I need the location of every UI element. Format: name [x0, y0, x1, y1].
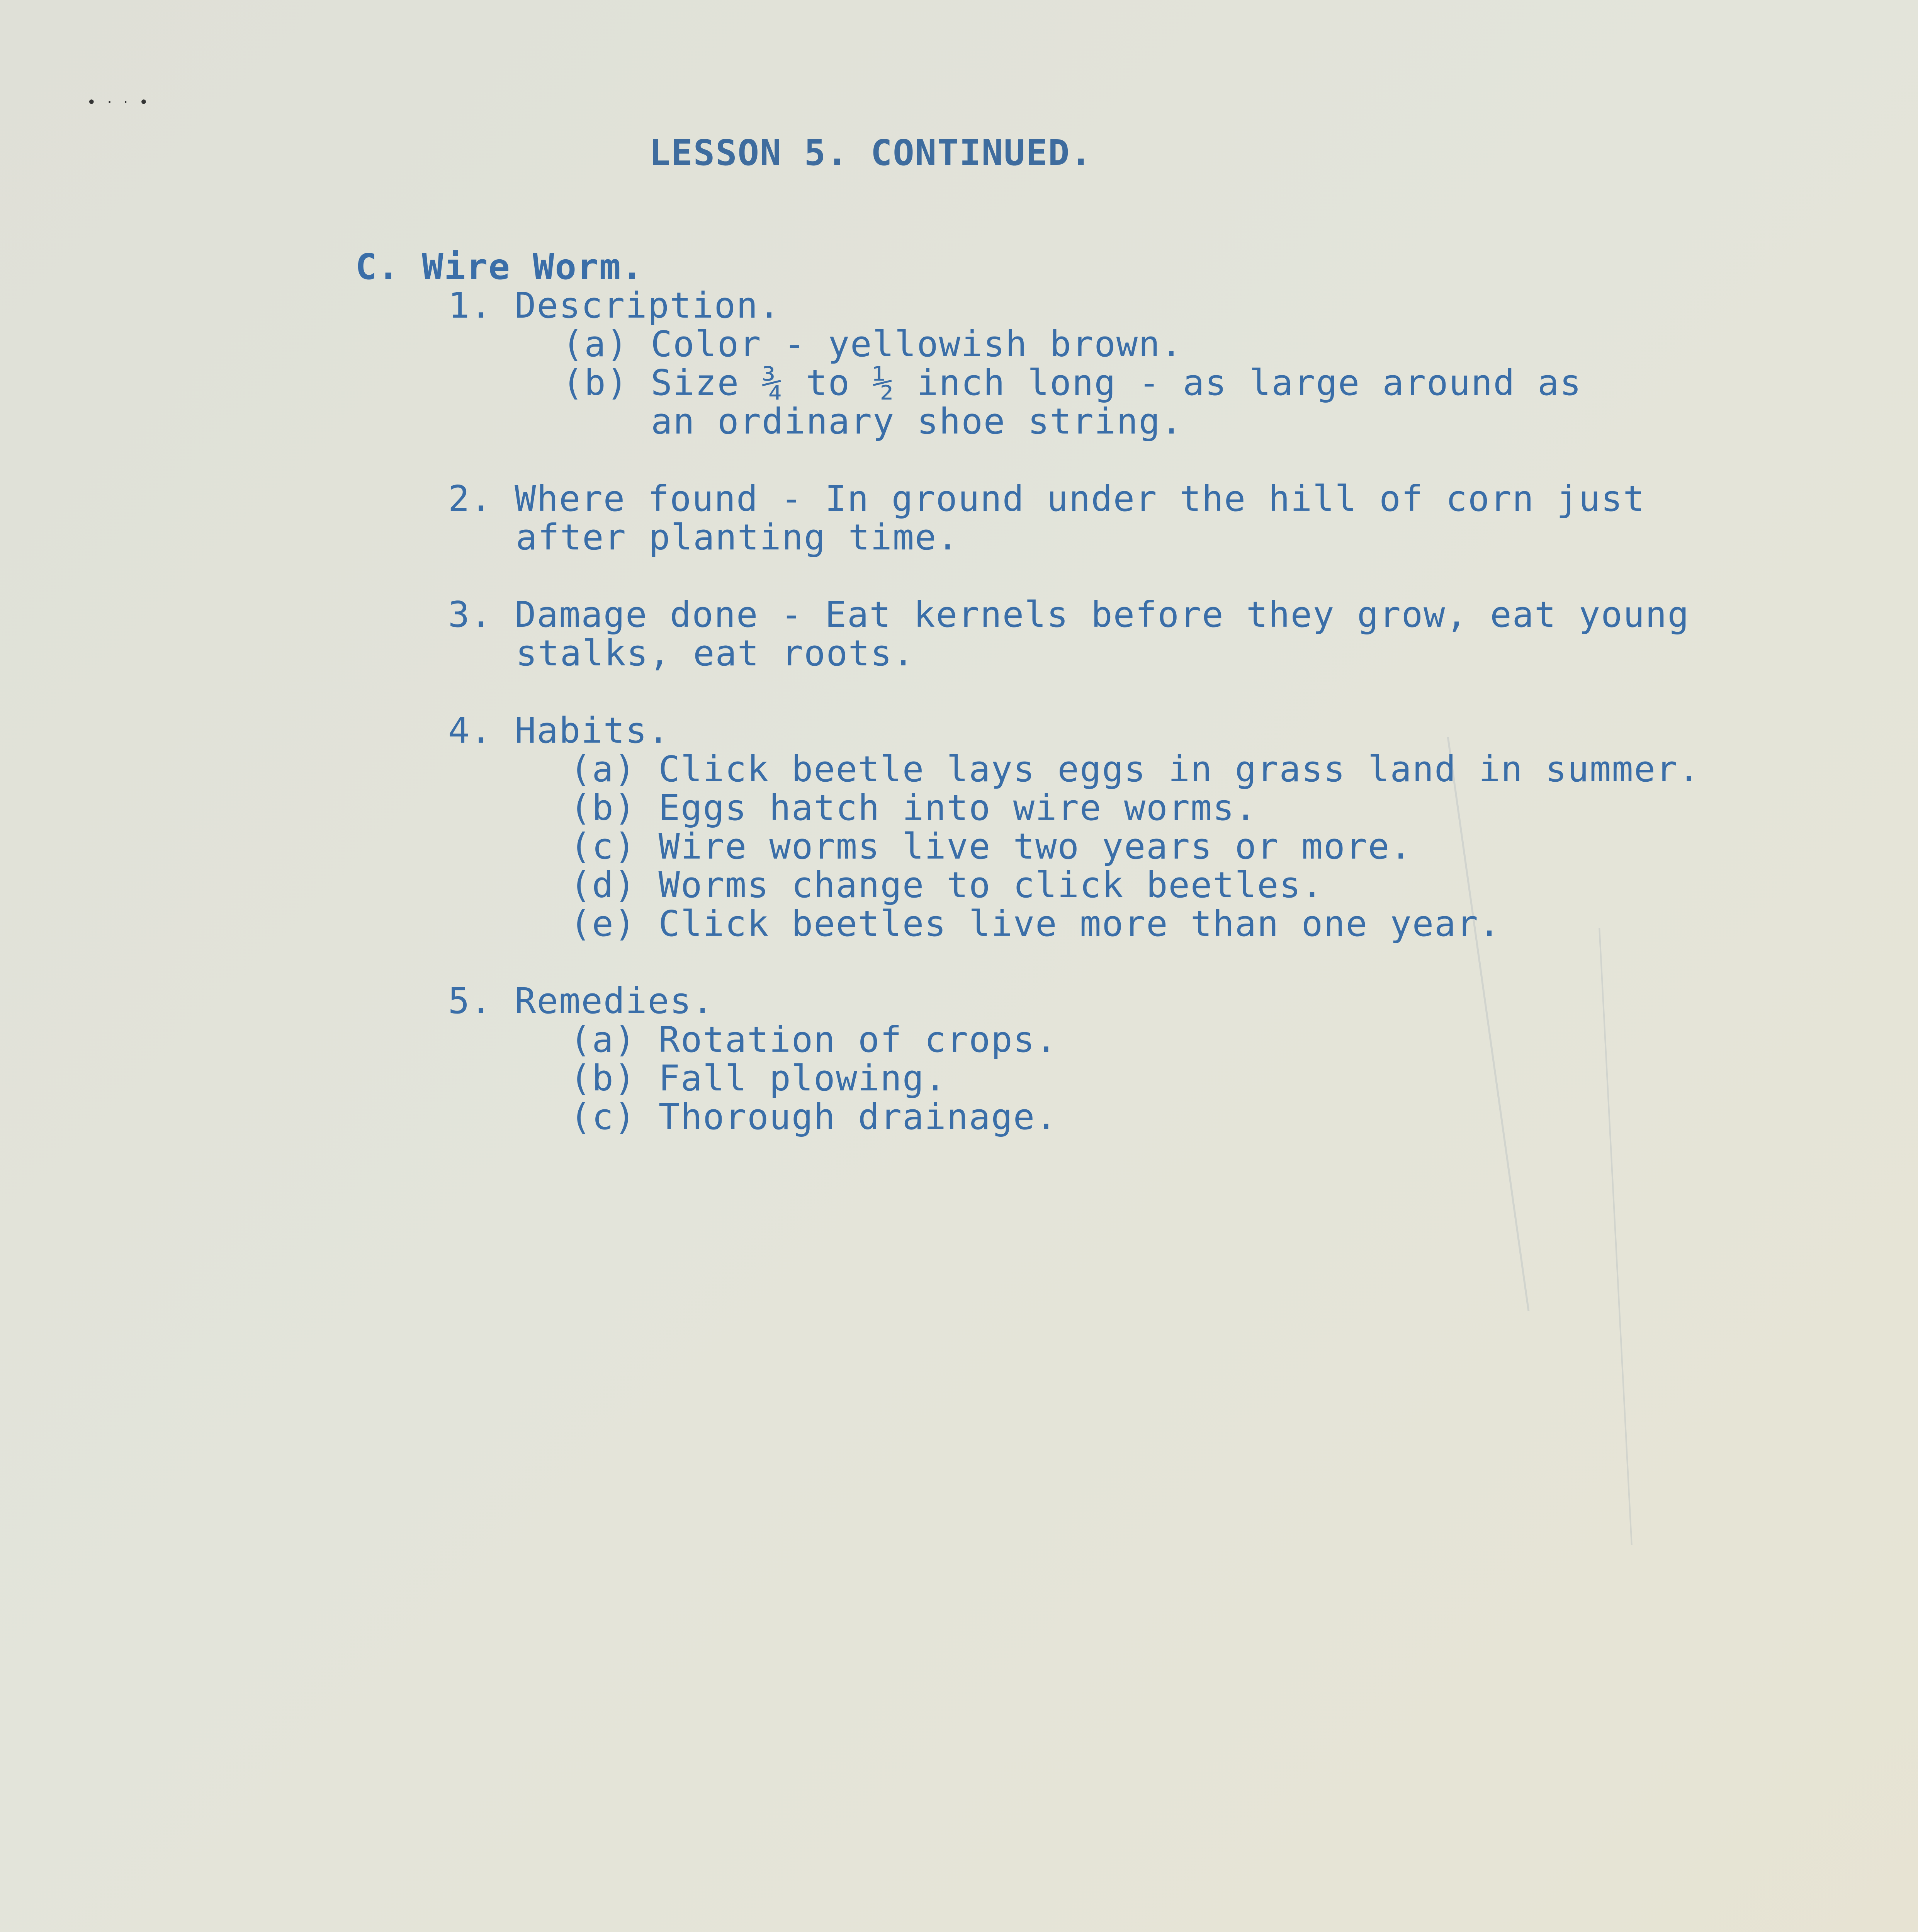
item-label: 2. Where found - In ground under the hill of corn just [448, 478, 1645, 519]
paper-crease [1599, 928, 1633, 1545]
item-label: 4. Habits. [448, 710, 670, 751]
subitem: (c) Thorough drainage. [570, 1096, 1058, 1138]
item-continuation: after planting time. [516, 517, 959, 558]
subitem: (a) Color - yellowish brown. [562, 323, 1183, 365]
subitem: (e) Click beetles live more than one year. [570, 903, 1501, 944]
paper-crease [1447, 737, 1530, 1311]
lesson-title: LESSON 5. CONTINUED. [649, 132, 1092, 173]
item-label: 3. Damage done - Eat kernels before they grow, eat young [448, 594, 1690, 635]
subitem: (b) Size ¾ to ½ inch long - as large around as [562, 362, 1582, 403]
section-heading: C. Wire Worm. [355, 246, 644, 287]
subitem: (a) Click beetle lays eggs in grass land in summer. [570, 748, 1701, 790]
subitem: (a) Rotation of crops. [570, 1019, 1058, 1060]
subitem: (b) Fall plowing. [570, 1058, 947, 1099]
subitem: (d) Worms change to click beetles. [570, 864, 1324, 906]
item-label: 1. Description. [448, 285, 781, 326]
subitem-continuation: an ordinary shoe string. [651, 401, 1183, 442]
ink-specks: • · · • [87, 94, 151, 111]
subitem: (b) Eggs hatch into wire worms. [570, 787, 1257, 828]
item-label: 5. Remedies. [448, 980, 714, 1022]
subitem: (c) Wire worms live two years or more. [570, 826, 1412, 867]
item-continuation: stalks, eat roots. [516, 633, 915, 674]
